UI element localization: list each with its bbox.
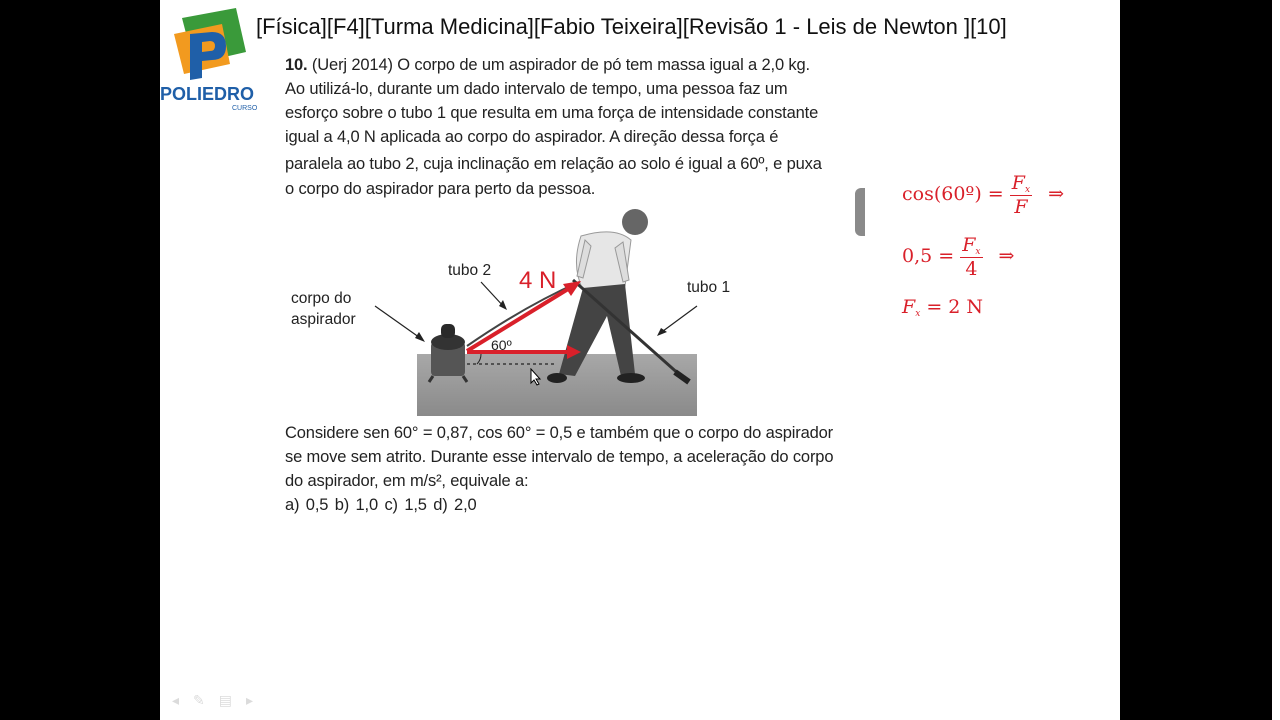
prev-arrow-icon[interactable]: ◂ <box>172 692 180 708</box>
question-after-line-3: do aspirador, em m/s², equivale a: <box>285 472 529 490</box>
label-corpo-do: corpo do <box>291 290 352 307</box>
question-number: 10. <box>285 56 308 74</box>
vacuum-body <box>429 324 467 382</box>
eq1-fraction: $\frac{F_x}{F}$ <box>1011 172 1031 218</box>
slide-canvas <box>160 0 1120 720</box>
question-line-2: Ao utilizá-lo, durante um dado intervalo de tempo, uma pessoa faz um <box>285 80 788 98</box>
logo-sub-text: CURSO <box>232 105 258 112</box>
annotation-eq-3: $F_x = 2$ N <box>902 296 984 319</box>
question-line-1 <box>285 56 810 75</box>
pen-icon[interactable]: ✎ <box>193 692 205 708</box>
answer-options: a) 0,5 b) 1,0 c) 1,5 d) 2,0 <box>285 496 477 514</box>
presenter-toolbar[interactable] <box>172 692 253 710</box>
question-line-5: paralela ao tubo 2, cuja inclinação em relação ao solo é igual a 60º, e puxa <box>285 155 822 173</box>
question-line-4: igual a 4,0 N aplicada ao corpo do aspirador. A direção dessa força é <box>285 128 779 146</box>
label-force: 4 N <box>519 267 557 294</box>
mouse-cursor-icon <box>530 368 542 386</box>
implies-icon: ⇒ <box>998 245 1015 267</box>
next-arrow-icon[interactable]: ▸ <box>246 692 254 708</box>
eq2-left: 0,5 = <box>902 245 955 267</box>
label-tubo-2: tubo 2 <box>448 262 492 279</box>
question-line-6: o corpo do aspirador para perto da pessoa. <box>285 180 596 198</box>
side-scroll-tab[interactable] <box>855 188 865 236</box>
vacuum-cleaner-figure <box>285 196 745 420</box>
label-aspirador: aspirador <box>291 311 356 328</box>
question-after-line-1: Considere sen 60° = 0,87, cos 60° = 0,5 e também que o corpo do aspirador <box>285 424 834 442</box>
right-edge-panel <box>1272 0 1280 720</box>
slide-title: [Física][F4][Turma Medicina][Fabio Teixeira][Revisão 1 - Leis de Newton ][10] <box>256 14 1007 39</box>
label-tubo-1: tubo 1 <box>687 279 731 296</box>
question-after-line-2: se move sem atrito. Durante esse intervalo de tempo, a aceleração do corpo <box>285 448 834 466</box>
eq1-left: cos(60º) = <box>902 183 1004 205</box>
annotation-eq-2 <box>902 234 1014 280</box>
eq2-fraction: $\frac{F_x}{4}$ <box>962 234 981 280</box>
logo-brand-text: POLIEDRO <box>160 84 255 104</box>
menu-icon[interactable]: ▤ <box>218 692 232 708</box>
poliedro-logo <box>160 4 266 112</box>
question-text-1: (Uerj 2014) O corpo de um aspirador de pó tem massa igual a 2,0 kg. <box>307 56 810 74</box>
label-angle: 60º <box>491 337 512 353</box>
implies-icon: ⇒ <box>1048 183 1065 205</box>
question-line-3: esforço sobre o tubo 1 que resulta em uma força de intensidade constante <box>285 104 819 122</box>
annotation-eq-1 <box>902 172 1064 218</box>
